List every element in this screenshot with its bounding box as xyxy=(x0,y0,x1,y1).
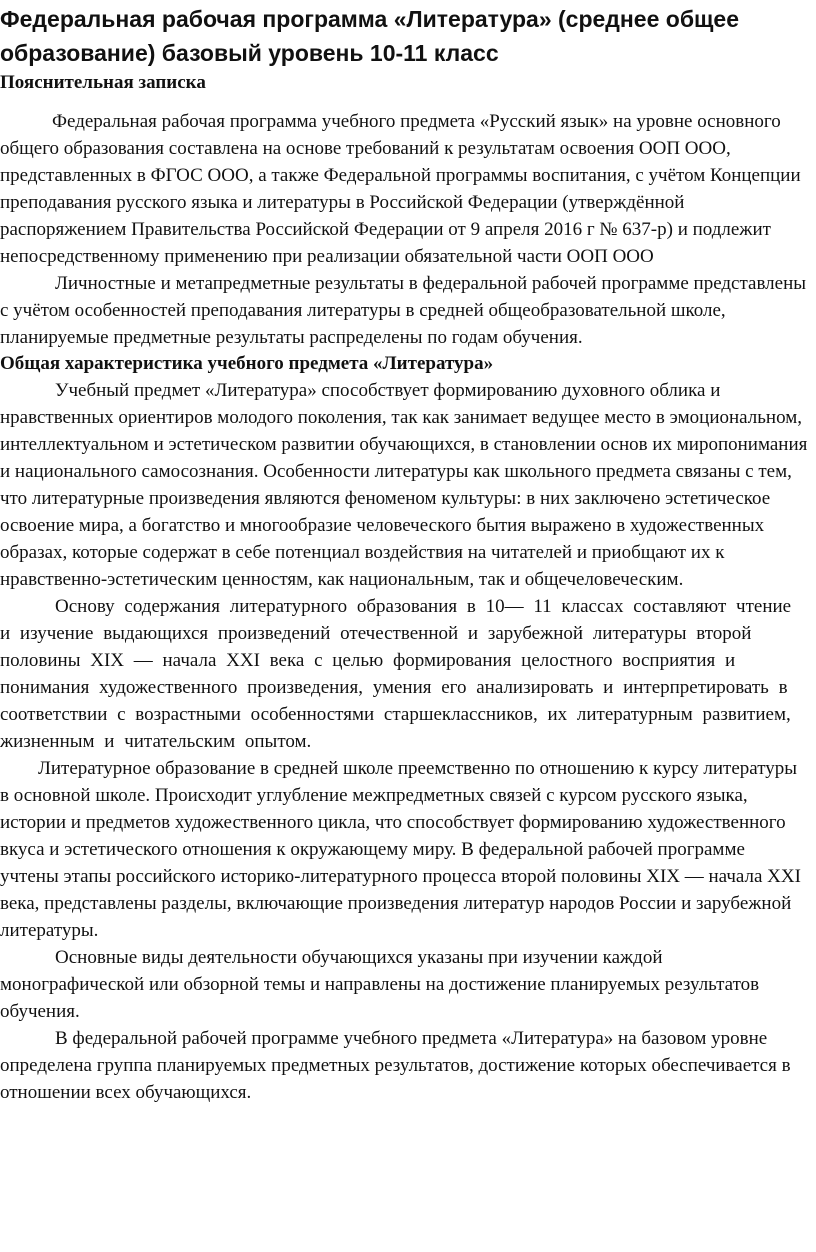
section-heading-explanatory-note: Пояснительная записка xyxy=(0,72,206,93)
paragraph: Личностные и метапредметные результаты в федеральной рабочей программе представлены с учётом особенностей преподавания литературы в средней общеобразовательной школе, планируемые предметные результаты распределены по годам обучения. xyxy=(0,273,807,348)
paragraph: Основу содержания литературного образования в 10— 11 классах составляют чтение и изучение выдающихся произведений отечественной и зарубежной литературы второй половины XIX — начала XXI века с целью формирования целостного восприятия и понимания художественного произведения, умения его анализировать и интерпретировать в соответствии с возрастными особенностями старшеклассников, их литературным развитием, жизненным и читательским опытом. xyxy=(0,596,792,752)
paragraph: Основные виды деятельности обучающихся указаны при изучении каждой монографической или обзорной темы и направлены на достижение планируемых результатов обучения. xyxy=(0,947,760,1022)
document-title: Федеральная рабочая программа «Литература» (среднее общее образование) базовый уровень 10-11 класс xyxy=(0,6,740,66)
paragraph: Федеральная рабочая программа учебного предмета «Русский язык» на уровне основного общего образования составлена на основе требований к результатам освоения ООП ООО, представленных в ФГОС ООО, а также Федеральной программы воспитания, с учётом Концепции преподавания русского языка и литературы в Российской Федерации (утверждённой распоряжением Правительства Российской Федерации от 9 апреля 2016 г № 637-р) и подлежит непосредственному применению при реализации обязательной части ООП ООО xyxy=(0,111,801,267)
section-heading-general-characteristics: Общая характеристика учебного предмета «Литература» xyxy=(0,353,494,374)
paragraph: Литературное образование в средней школе преемственно по отношению к курсу литературы в основной школе. Происходит углубление межпредметных связей с курсом русского языка, истории и предметов художественного цикла, что способствует формированию художественного вкуса и эстетического отношения к окружающему миру. В федеральной рабочей программе учтены этапы российского историко-литературного процесса второй половины XIX — начала XXI века, представлены разделы, включающие произведения литератур народов России и зарубежной литературы. xyxy=(0,758,801,941)
paragraph: Учебный предмет «Литература» способствует формированию духовного облика и нравственных ориентиров молодого поколения, так как занимает ведущее место в эмоциональном, интеллектуальном и эстетическом развитии обучающихся, в становлении основ их миропонимания и национального самосознания. Особенности литературы как школьного предмета связаны с тем, что литературные произведения являются феноменом культуры: в них заключено эстетическое освоение мира, а богатство и многообразие человеческого бытия выражено в художественных образах, которые содержат в себе потенциал воздействия на читателей и приобщают их к нравственно-эстетическим ценностям, как национальным, так и общечеловеческим. xyxy=(0,380,808,590)
paragraph: В федеральной рабочей программе учебного предмета «Литература» на базовом уровне определена группа планируемых предметных результатов, достижение которых обеспечивается в отношении всех обучающихся. xyxy=(0,1028,791,1103)
